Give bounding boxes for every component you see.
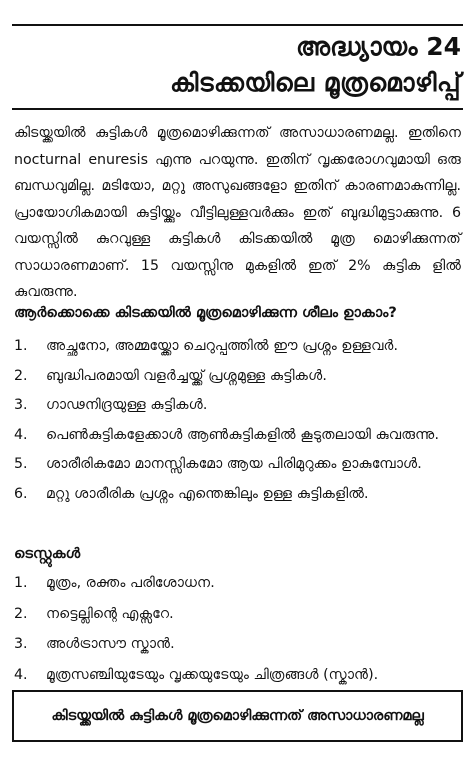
item-number: 4.: [14, 426, 28, 443]
list-item: [14, 333, 463, 360]
item-text: മൂത്രം, രക്തം പരിശോധന.: [46, 575, 215, 591]
list-item: [14, 481, 463, 508]
callout-box: [12, 690, 463, 742]
list-item: [14, 601, 463, 628]
item-number: 4.: [14, 666, 28, 683]
item-number: 3.: [14, 636, 28, 652]
item-number: 1.: [14, 338, 28, 354]
item-text: മറ്റു ശാരീരിക പ്രശ്നം എന്തെങ്കിലും ഉള്ള കുട്ടികളിൽ.: [46, 485, 369, 502]
item-number: 5.: [14, 456, 28, 473]
list-item: [14, 570, 463, 597]
chapter-heading: [170, 30, 461, 102]
chapter-title: കിടക്കയിലെ മൂത്രമൊഴിപ്പ്: [169, 68, 461, 97]
list-item: [14, 451, 463, 478]
title-rule: [12, 108, 463, 110]
intro-paragraph: കിടയ്ക്കയിൽ കുട്ടികൾ മൂത്രമൊഴിക്കുന്നത് അസാധാരണമല്ല. ഇതിനെ nocturnal enuresis എന്നു പറയുന്നു. ഇതിന് വൃക്കരോഗവുമായി ഒരു ബന്ധവുമില്ല. മടിയോ, മറ്റു അസുഖങ്ങളോ ഇതിന് കാരണമാകുന്നില്ല. പ്രായോഗികമായി കുട്ടിയ്ക്കും വീട്ടിലുള്ളവർക്കും ഇത് ബുദ്ധിമുട്ടാക്കുന്നു. 6 വയസ്സിൽ കുറവുള്ള കുട്ടികൾ കിടക്കയിൽ മൂത്ര മൊഴിക്കുന്നത് സാധാരണമാണ്. 15 വയസ്സിനു മുകളിൽ ഇത് 2% കുട്ടിക ളിൽ കുവരുന്നു.: [14, 125, 461, 300]
item-text: നട്ടെല്ലിന്റെ എക്സറേ.: [46, 605, 174, 622]
callout-text: കിടയ്ക്കയിൽ കുട്ടികൾ മൂത്രമൊഴിക്കുന്നത് അസാധാരണമല്ല: [51, 708, 424, 724]
item-text: പെൺകുട്ടികളേക്കാൾ ആൺകുട്ടികളിൽ കൂടുതലായി കുവരുന്നു.: [46, 426, 440, 443]
item-text: ശാരീരികമോ മാനസ്സികമോ ആയ പിരിമുറുക്കം ഉാകുമ്പോൾ.: [46, 456, 422, 473]
list-item: [14, 363, 463, 390]
top-rule: [12, 24, 463, 26]
item-number: 3.: [14, 397, 28, 414]
item-text: അച്ഛനോ, അമ്മയ്ക്കോ ചെറുപ്പത്തിൽ ഈ പ്രശ്നം ഉള്ളവർ.: [46, 338, 398, 354]
list-item: [14, 631, 463, 658]
tests-section-heading: ടെസ്റ്റുകൾ: [14, 545, 81, 562]
risk-section-heading: ആർക്കൊക്കെ കിടക്കയിൽ മൂത്രമൊഴിക്കുന്ന ശീലം ഉാകാം?: [14, 304, 397, 321]
risk-list: [14, 333, 463, 511]
item-text: ഗാഢനിദ്രയുള്ള കുട്ടികൾ.: [46, 397, 208, 414]
tests-list: [14, 570, 463, 692]
item-number: 2.: [14, 367, 28, 384]
chapter-number: അദ്ധ്യായം 24: [296, 32, 461, 61]
list-item: [14, 392, 463, 419]
item-text: ബുദ്ധിപരമായി വളർച്ചയ്ക്ക് പ്രശ്നമുള്ള കുട്ടികൾ.: [46, 367, 327, 384]
item-number: 6.: [14, 485, 28, 502]
item-number: 1.: [14, 575, 28, 591]
item-number: 2.: [14, 605, 28, 622]
item-text: അൾട്രാസൗ സ്കാൻ.: [46, 636, 175, 652]
list-item: [14, 662, 463, 689]
item-text: മൂത്രസഞ്ചിയുടേയും വൃക്കയുടേയും ചിത്രങ്ങൾ (സ്കാൻ).: [46, 666, 379, 683]
list-item: [14, 422, 463, 449]
